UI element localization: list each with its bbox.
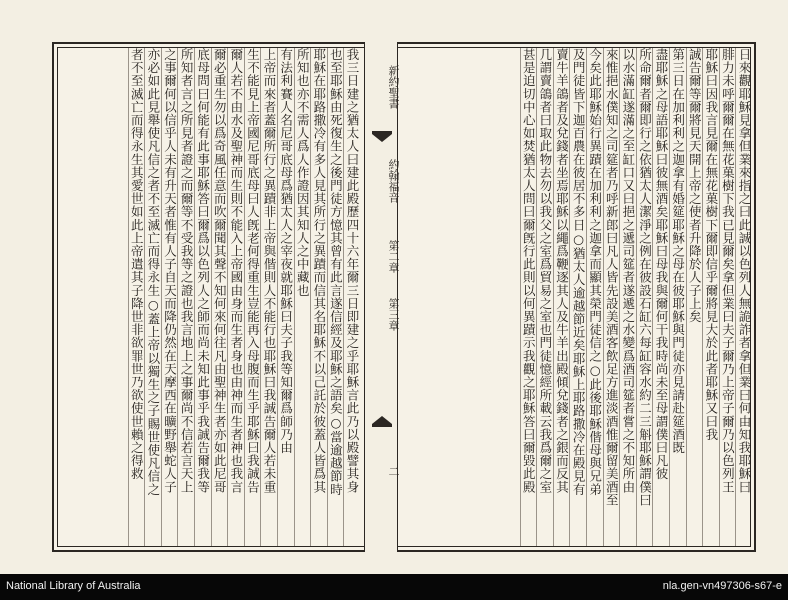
text-column: 盡耶穌之母語耶穌曰彼無酒矣耶穌曰母我與爾何干我時尚未至母謂僕曰凡彼: [652, 48, 669, 546]
image-caption-bar: [0, 574, 788, 600]
text-column: 誠告爾等爾將見天開上帝之使者升降於人子上矣: [686, 48, 703, 546]
text-column: 者不至滅亡而得永生其愛世如此上帝遣其子降世非欲罪世乃欲使世賴之得救: [128, 48, 145, 546]
text-column: 及門徒皆下迦百農在彼居不多日○猶太人逾越節近矣耶穌上耶路撒冷在殿見有: [569, 48, 586, 546]
center-gutter: [364, 42, 398, 552]
text-column: 來惟挹水僕知之司筵者乃呼新郎曰凡人皆先設美酒客飲足方進淡酒惟爾留美酒至: [603, 48, 620, 546]
book-name: 約翰福音: [387, 159, 400, 203]
text-column: 底母問曰何能有此事耶穌答曰爾爲以色列人之師而尚未知此事乎我誠告爾我等: [194, 48, 211, 546]
chapter-label-secondary: 第三章: [387, 297, 400, 331]
text-column: 有法利賽人名尼哥底母爲猶太人之宰夜就耶穌曰夫子我等知爾爲師乃由: [277, 48, 294, 546]
left-page-text: [58, 48, 360, 546]
text-column: 所命爾者爾即行之依猶太人潔淨之例在彼設石缸六每缸容水約二三斛耶穌謂僕曰: [636, 48, 653, 546]
text-column: 亦必如此見舉使凡信之者不至滅亡而得永生○蓋上帝以獨生之子賜世使凡信之: [144, 48, 161, 546]
text-column: 耶穌曰因我言見爾在無花菓樹下爾即信乎爾將見大於此者耶穌又曰我: [702, 48, 719, 546]
catalog-identifier: nla.gen-vn497306-s67-e: [662, 580, 782, 592]
text-column: 上帝而來者蓋爾所行之異蹟非上帝與偕則人不能行也耶穌曰我誠告爾人若未重: [260, 48, 277, 546]
text-column: 之事爾何以信乎人未有升天者惟有人子自天而降仍然在天摩西在曠野舉蛇人子: [161, 48, 178, 546]
text-column: 日來觀耶穌見拿但業來指之曰此誠以色列人無詭詐者拿但業曰何由知我耶穌曰: [735, 48, 752, 546]
text-column: 所知者言之所見者證之而爾等不受我等之證也我言地上之事爾尚不信若言天上: [177, 48, 194, 546]
text-column: 甚是迫切中心如焚猶太人問曰爾旣行此則以何異蹟示我觀之耶穌答曰爾毀此殿: [520, 48, 537, 546]
text-column: 我三日建之猶太人曰建此殿歷四十六年爾三日即建之乎耶穌言此乃以殿譬其身: [343, 48, 360, 546]
text-column: 所知也亦不需人爲人作證因其知人之中藏也: [294, 48, 311, 546]
chapter-label: 第二章: [387, 239, 400, 273]
page-number: 二: [387, 465, 400, 477]
text-column: 也至耶穌由死復生之後門徒方憶其曾有此言遂信經及耶穌之語矣○當逾越節時: [327, 48, 344, 546]
text-column: 爾必重生勿以爲奇風任意而吹爾聞其聲不知何來何往凡由聖神生者亦如此尼哥: [211, 48, 228, 546]
text-column: 爾人若不由水及聖神而生則不能入上帝國由身而生者身也由神而生者神也我言: [227, 48, 244, 546]
text-column: 耶穌在耶路撒冷有多人見其所行之異蹟而信其名耶穌不以己託於彼蓋人皆爲其: [310, 48, 327, 546]
library-credit: National Library of Australia: [6, 580, 141, 592]
fish-tail-mark-icon: [371, 130, 393, 144]
text-column: 今矣此耶穌始行異蹟在加利利之迦拿而顯其榮門徒信之○此後耶穌偕母與兄弟: [586, 48, 603, 546]
book-title: 新約聖書: [387, 65, 400, 109]
text-column: 賣牛羊鴿者及兌錢者坐焉耶穌以繩爲鞭逐其人及牛羊出殿傾兌錢者之銀而反其: [553, 48, 570, 546]
text-column: 腓力未呼爾爾在無花菓樹下我已見爾矣拿但業曰夫子爾乃上帝子爾乃以色列王: [719, 48, 736, 546]
right-page-text: [402, 48, 752, 546]
fish-tail-mark-bottom-icon: [371, 414, 393, 428]
text-column: 第三日在加利利之迦拿有婚筵耶穌之母在彼耶穌與門徒亦見請赴筵酒既: [669, 48, 686, 546]
text-column: 几謂賣鴿者曰取此物去勿以我父之室爲貿易之室也門徒憶經所載云我爲爾之室: [536, 48, 553, 546]
text-column: 生不能見上帝國尼哥底母曰人旣老何得重生豈能再入母腹而生乎耶穌曰我誠告: [244, 48, 261, 546]
text-column: 以水滿缸遂滿之至缸口又曰挹之遞司筵者遂遞之水變爲酒司筵者嘗之不知所由: [619, 48, 636, 546]
